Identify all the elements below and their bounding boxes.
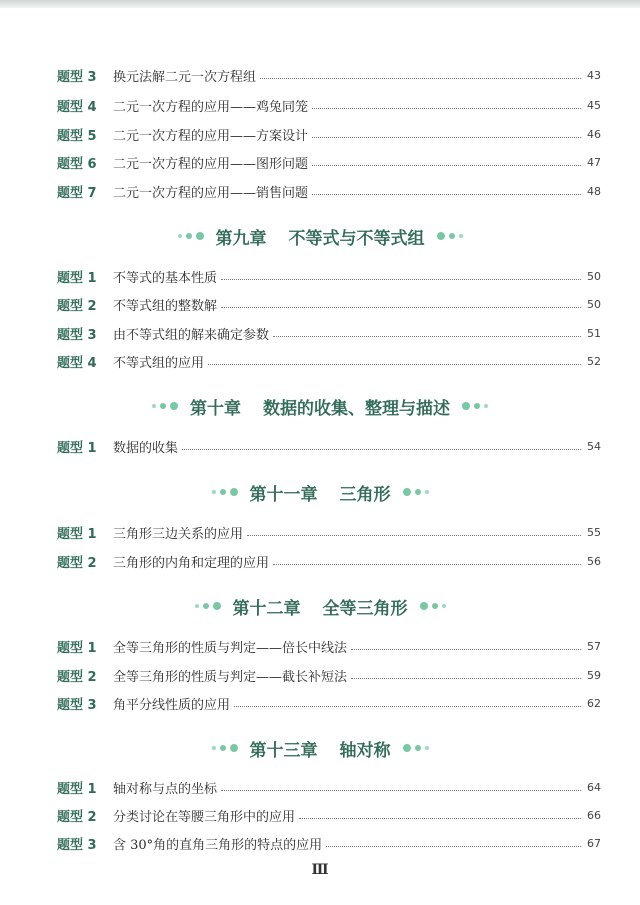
toc-entry[interactable] — [57, 521, 601, 543]
ornament-dots-left — [193, 602, 223, 610]
chapter-heading[interactable] — [0, 477, 640, 507]
ornament-dots-right — [418, 602, 448, 610]
entry-page: 59 — [587, 668, 601, 682]
toc-entry[interactable] — [57, 350, 601, 372]
chapter-heading[interactable] — [0, 221, 640, 251]
leader-dots — [273, 335, 581, 337]
toc-entry[interactable] — [57, 265, 601, 287]
chapter-heading[interactable] — [0, 733, 640, 763]
entry-type: 题型 3 — [57, 327, 97, 343]
entry-page: 43 — [587, 68, 601, 82]
entry-title: 二元一次方程的应用——方案设计 — [113, 128, 309, 144]
entry-type: 题型 2 — [57, 669, 97, 685]
entry-title: 分类讨论在等腰三角形中的应用 — [113, 809, 296, 825]
entry-title: 二元一次方程的应用——图形问题 — [113, 156, 309, 172]
entry-type: 题型 3 — [57, 697, 97, 713]
entry-type: 题型 6 — [57, 156, 97, 172]
entry-type: 题型 7 — [57, 185, 97, 201]
entry-page: 62 — [587, 696, 601, 710]
entry-page: 46 — [587, 127, 601, 141]
entry-page: 45 — [587, 98, 601, 112]
ornament-dots-right — [401, 744, 431, 752]
entry-title: 含 30°角的直角三角形的特点的应用 — [113, 837, 323, 853]
ornament-dots-right — [401, 488, 431, 496]
ornament-dots-left — [150, 402, 180, 410]
page-number-footer: Ⅲ — [311, 862, 329, 878]
ornament-dots-right — [460, 402, 490, 410]
toc-entry[interactable] — [57, 123, 601, 145]
chapter-number: 第十一章 — [249, 484, 318, 505]
ornament-dots-right — [435, 232, 465, 240]
ornament-dots-left — [210, 744, 240, 752]
chapter-heading[interactable] — [0, 591, 640, 621]
entry-page: 66 — [587, 808, 601, 822]
leader-dots — [221, 306, 581, 308]
entry-title: 由不等式组的解来确定参数 — [113, 327, 270, 343]
chapter-title: 轴对称 — [339, 740, 391, 761]
chapter-heading[interactable] — [0, 391, 640, 421]
ornament-dots-left — [176, 232, 206, 240]
entry-title: 换元法解二元一次方程组 — [113, 69, 257, 85]
entry-page: 55 — [587, 525, 601, 539]
chapter-number: 第十章 — [190, 398, 241, 419]
entry-type: 题型 1 — [57, 781, 97, 797]
entry-title: 二元一次方程的应用——鸡兔同笼 — [113, 99, 309, 115]
toc-entry[interactable] — [57, 151, 601, 173]
leader-dots — [273, 563, 581, 565]
entry-page: 64 — [587, 780, 601, 794]
entry-type: 题型 5 — [57, 128, 97, 144]
toc-entry[interactable] — [57, 635, 601, 657]
entry-title: 全等三角形的性质与判定——倍长中线法 — [113, 640, 348, 656]
toc-entry[interactable] — [57, 180, 601, 202]
leader-dots — [312, 107, 581, 109]
toc-entry[interactable] — [57, 435, 601, 457]
chapter-title: 全等三角形 — [322, 598, 408, 619]
entry-title: 三角形三边关系的应用 — [113, 526, 244, 542]
entry-title: 不等式组的应用 — [113, 355, 205, 371]
leader-dots — [326, 845, 581, 847]
entry-page: 57 — [587, 639, 601, 653]
entry-title: 二元一次方程的应用——销售问题 — [113, 185, 309, 201]
entry-title: 全等三角形的性质与判定——截长补短法 — [113, 669, 348, 685]
leader-dots — [299, 817, 581, 819]
entry-type: 题型 1 — [57, 440, 97, 456]
toc-entry[interactable] — [57, 664, 601, 686]
leader-dots — [221, 278, 581, 280]
leader-dots — [221, 789, 581, 791]
entry-title: 角平分线性质的应用 — [113, 697, 231, 713]
leader-dots — [351, 677, 581, 679]
entry-title: 不等式的基本性质 — [113, 270, 218, 286]
chapter-number: 第十三章 — [249, 740, 318, 761]
ornament-dots-left — [210, 488, 240, 496]
entry-page: 67 — [587, 836, 601, 850]
entry-page: 56 — [587, 554, 601, 568]
leader-dots — [234, 705, 581, 707]
toc-entry[interactable] — [57, 776, 601, 798]
entry-type: 题型 4 — [57, 355, 97, 371]
entry-type: 题型 2 — [57, 809, 97, 825]
entry-title: 轴对称与点的坐标 — [113, 781, 218, 797]
leader-dots — [260, 77, 581, 79]
toc-entry[interactable] — [57, 692, 601, 714]
entry-type: 题型 3 — [57, 69, 97, 85]
chapter-title: 不等式与不等式组 — [288, 228, 425, 249]
chapter-number: 第九章 — [215, 228, 267, 249]
chapter-title: 三角形 — [339, 484, 391, 505]
entry-page: 52 — [587, 354, 601, 368]
chapter-title: 数据的收集、整理与描述 — [263, 398, 450, 419]
toc-entry[interactable] — [57, 293, 601, 315]
entry-page: 48 — [587, 184, 601, 198]
toc-entry[interactable] — [57, 64, 601, 86]
entry-type: 题型 2 — [57, 298, 97, 314]
leader-dots — [312, 164, 581, 166]
entry-page: 51 — [587, 326, 601, 340]
leader-dots — [351, 648, 581, 650]
toc-entry[interactable] — [57, 550, 601, 572]
entry-type: 题型 1 — [57, 270, 97, 286]
entry-type: 题型 3 — [57, 837, 97, 853]
toc-entry[interactable] — [57, 832, 601, 854]
entry-title: 三角形的内角和定理的应用 — [113, 555, 270, 571]
toc-entry[interactable] — [57, 94, 601, 116]
entry-title: 不等式组的整数解 — [113, 298, 218, 314]
toc-entry[interactable] — [57, 322, 601, 344]
entry-type: 题型 1 — [57, 526, 97, 542]
leader-dots — [247, 534, 581, 536]
leader-dots — [182, 448, 581, 450]
entry-type: 题型 2 — [57, 555, 97, 571]
entry-page: 50 — [587, 297, 601, 311]
toc-entry[interactable] — [57, 804, 601, 826]
leader-dots — [312, 136, 581, 138]
entry-page: 50 — [587, 269, 601, 283]
chapter-number: 第十二章 — [232, 598, 301, 619]
entry-page: 54 — [587, 439, 601, 453]
entry-type: 题型 4 — [57, 99, 97, 115]
leader-dots — [312, 193, 581, 195]
entry-page: 47 — [587, 155, 601, 169]
leader-dots — [208, 363, 581, 365]
entry-type: 题型 1 — [57, 640, 97, 656]
entry-title: 数据的收集 — [113, 440, 179, 456]
